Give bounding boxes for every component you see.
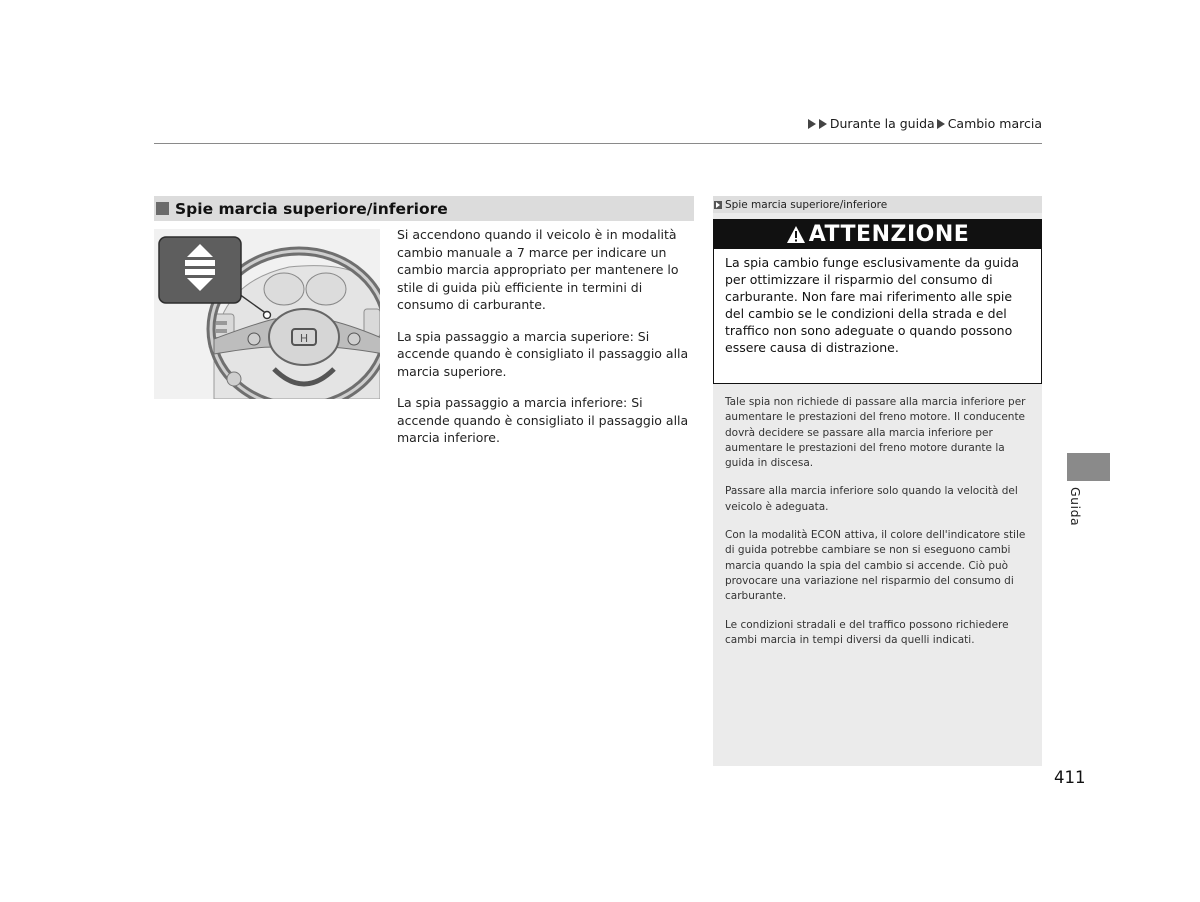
breadcrumb-arrow-icon	[937, 119, 945, 129]
body-text	[397, 226, 697, 461]
section-header	[154, 196, 694, 221]
side-notes-panel	[713, 196, 1042, 766]
steering-wheel-illustration	[154, 229, 380, 399]
warning-banner	[714, 220, 1041, 249]
body-paragraph: La spia passaggio a marcia superiore: Si accende quando è consigliato il passaggio alla marcia superiore.	[397, 328, 689, 379]
chapter-tab-label: Guida	[1068, 487, 1083, 527]
notes	[725, 395, 1035, 661]
note-paragraph: Le condizioni stradali e del traffico possono richiedere cambi marcia in tempi diversi da quelli indicati.	[725, 618, 1009, 646]
section-square-icon	[156, 202, 169, 215]
warning-title: ATTENZIONE	[808, 222, 970, 247]
page-number: 411	[1054, 768, 1086, 787]
warning-triangle-icon	[786, 225, 806, 244]
warning-text: La spia cambio funge esclusivamente da guida per ottimizzare il risparmio del consumo di carburante. Non fare mai riferimento alle spie del cambio se le condizioni della strada e del traffico non sono adeguate o quando possono essere causa di distrazione.	[725, 255, 1020, 355]
reference-arrow-icon	[714, 201, 722, 209]
chapter-tab[interactable]	[1067, 453, 1110, 481]
note-paragraph: Tale spia non richiede di passare alla marcia inferiore per aumentare le prestazioni del freno motore. Il conducente dovrà decidere se passare alla marcia inferiore per aumentare le prestazioni del freno motore durante la guida in discesa.	[725, 396, 1026, 470]
side-panel-header	[713, 196, 1042, 213]
breadcrumb-arrow-icon	[819, 119, 827, 129]
breadcrumb	[808, 116, 1042, 131]
breadcrumb-arrow-icon	[808, 119, 816, 129]
note-paragraph: Con la modalità ECON attiva, il colore dell'indicatore stile di guida potrebbe cambiare se non si eseguono cambi marcia quando la spia del cambio si accende. Ciò può provocare una variazione nel risparmio del consumo di carburante.	[725, 529, 1026, 603]
breadcrumb-item[interactable]: Cambio marcia	[947, 116, 1042, 131]
section-title: Spie marcia superiore/inferiore	[175, 199, 448, 218]
header-divider	[154, 143, 1042, 144]
warning-box	[713, 219, 1042, 384]
svg-text:H: H	[299, 332, 309, 345]
body-paragraph: La spia passaggio a marcia inferiore: Si accende quando è consigliato il passaggio alla marcia inferiore.	[397, 395, 689, 445]
dashboard-illustration	[154, 229, 380, 399]
breadcrumb-item[interactable]: Durante la guida	[829, 116, 935, 131]
body-paragraph: Si accendono quando il veicolo è in modalità cambio manuale a 7 marce per indicare un cambio marcia appropriato per mantenere lo stile di guida più efficiente in termini di consumo di carburante.	[397, 227, 679, 312]
side-panel-title[interactable]: Spie marcia superiore/inferiore	[725, 198, 888, 211]
note-paragraph: Passare alla marcia inferiore solo quando la velocità del veicolo è adeguata.	[725, 485, 1018, 513]
